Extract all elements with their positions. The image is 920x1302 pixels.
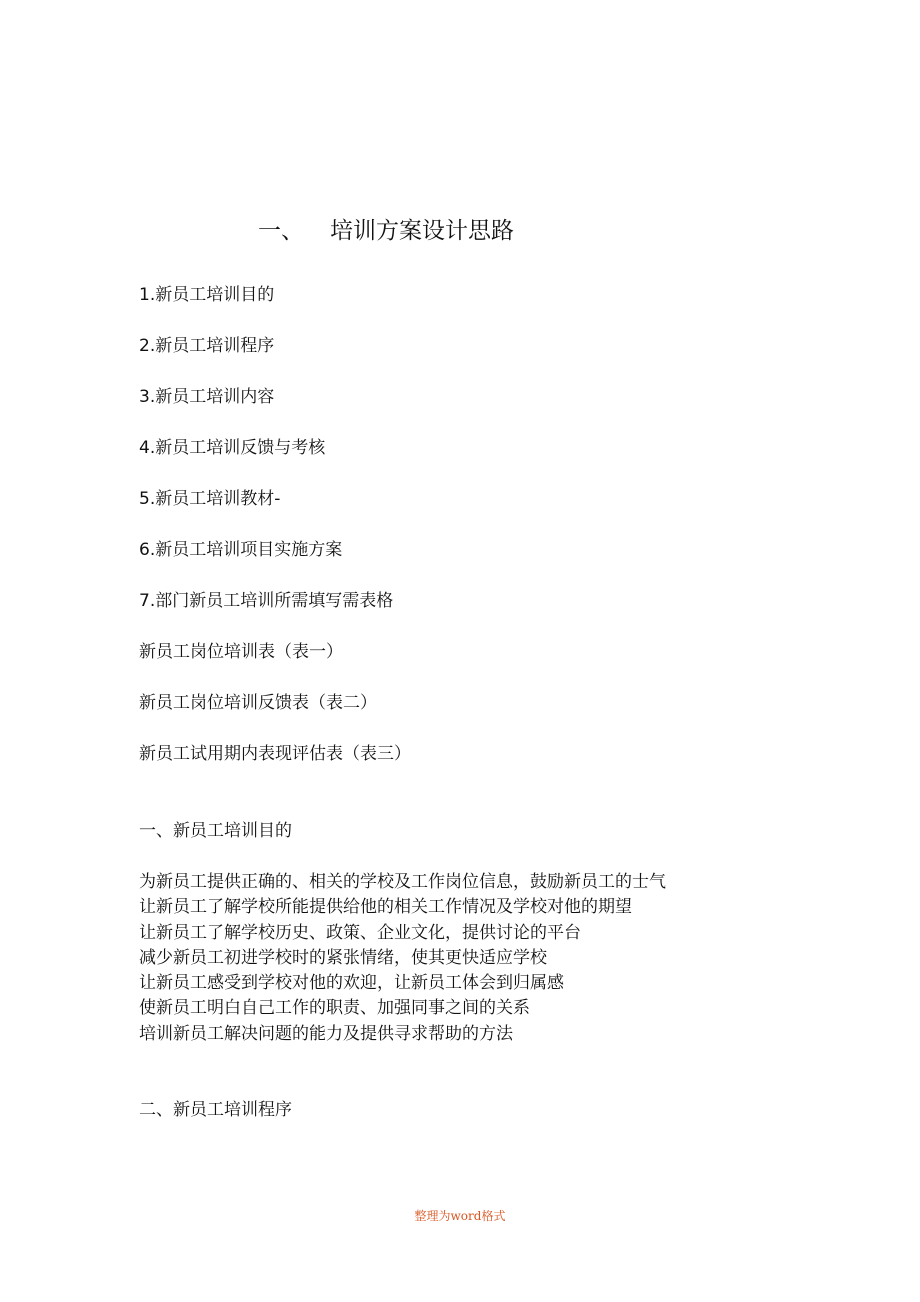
page-title-number: 一、 — [258, 218, 304, 244]
toc-item-table-2: 新员工岗位培训反馈表（表二） — [139, 693, 377, 713]
paragraph-line: 培训新员工解决问题的能力及提供寻求帮助的方法 — [139, 1023, 513, 1044]
section-2-heading: 二、新员工培训程序 — [139, 1100, 292, 1120]
toc-item-6: 6.新员工培训项目实施方案 — [139, 540, 343, 560]
paragraph-line: 为新员工提供正确的、相关的学校及工作岗位信息，鼓励新员工的士气 — [139, 872, 666, 892]
page-footer: 整理为word格式 — [414, 1209, 506, 1223]
toc-item-4: 4.新员工培训反馈与考核 — [139, 438, 326, 458]
toc-item-3: 3.新员工培训内容 — [139, 387, 275, 407]
paragraph-line: 让新员工感受到学校对他的欢迎，让新员工体会到归属感 — [139, 973, 564, 994]
section-1-heading: 一、新员工培训目的 — [139, 821, 292, 841]
toc-item-table-1: 新员工岗位培训表（表一） — [139, 642, 343, 662]
paragraph-line: 减少新员工初进学校时的紧张情绪，使其更快适应学校 — [139, 947, 547, 968]
toc-item-5: 5.新员工培训教材- — [139, 489, 281, 509]
toc-item-table-3: 新员工试用期内表现评估表（表三） — [139, 744, 411, 764]
toc-item-1: 1.新员工培训目的 — [139, 285, 275, 305]
paragraph-line: 让新员工了解学校所能提供给他的相关工作情况及学校对他的期望 — [139, 897, 632, 918]
toc-item-2: 2.新员工培训程序 — [139, 336, 275, 356]
page-title-text: 培训方案设计思路 — [330, 218, 514, 244]
paragraph-line: 使新员工明白自己工作的职责、加强同事之间的关系 — [139, 998, 530, 1019]
page-title — [258, 213, 514, 249]
paragraph-line: 让新员工了解学校历史、政策、企业文化，提供讨论的平台 — [139, 922, 581, 943]
section-1-paragraph — [139, 870, 666, 1047]
toc-item-7: 7.部门新员工培训所需填写需表格 — [139, 591, 394, 611]
